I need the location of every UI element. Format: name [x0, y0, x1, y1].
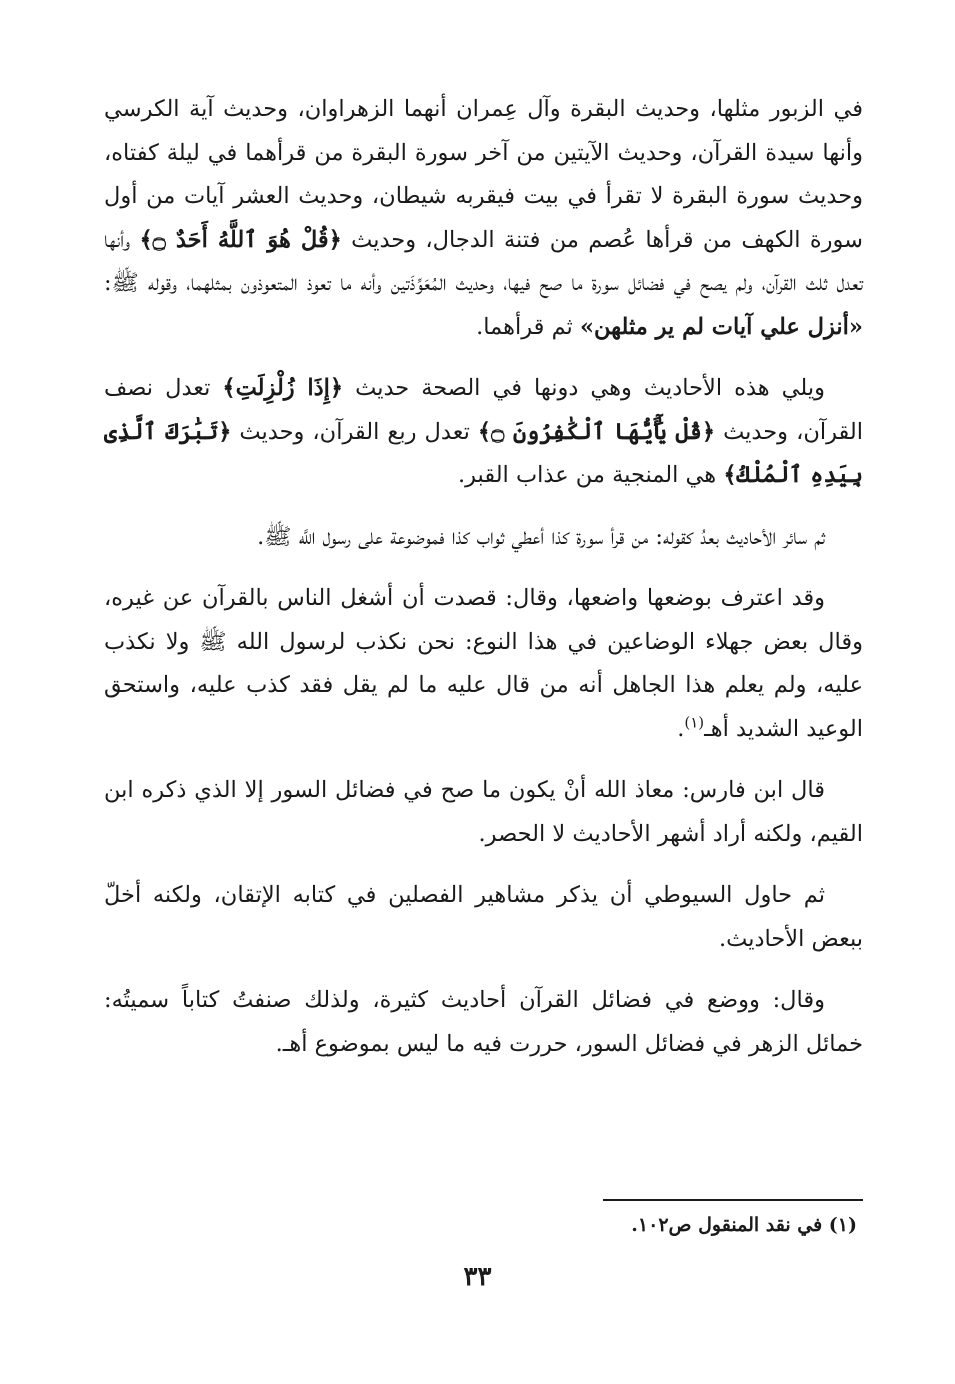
- quoted-text: «أنزل علي آيات لم ير مثلهن»: [579, 313, 863, 340]
- footnote-marker: (١): [684, 713, 705, 731]
- text-run: قال ابن فارس: معاذ الله أنْ يكون ما صح في فضائل السور إلا الذي ذكره ابن القيم، ولكنه أراد أشهر الأحاديث لا الحصر.: [104, 777, 863, 847]
- text-run: ثم قرأهما.: [476, 313, 580, 340]
- text-run: تعدل ربع القرآن، وحديث: [231, 418, 478, 445]
- text-run: في الزبور مثلها، وحديث البقرة وآل عِمران أنهما الزهراوان، وحديث آية الكرسي وأنها سيدة القرآن، وحديث الآيتين من آخر سورة البقرة من قرأهما في ليلة كفتاه، وحديث سورة البقرة لا تقرأ في بيت فيقربه شيطان، وحديث العشر آيات من أول سورة الكهف من قرأها عُصم من فتنة الدجال، وحديث: [104, 96, 863, 253]
- page-number: ٣٣: [463, 1262, 492, 1292]
- paragraph: [104, 516, 863, 560]
- text-run: وقد اعترف بوضعها واضعها، وقال: قصدت أن أشغل الناس بالقرآن عن غيره، وقال بعض جهلاء الوضاعين في هذا النوع: نحن نكذب لرسول الله ﷺ ولا نكذب عليه، ولم يعلم هذا الجاهل أنه من قال عليه ما لم يقل فقد كذب عليه، واستحق الوعيد الشديد أهـ: [104, 585, 863, 742]
- paragraph: [104, 88, 863, 349]
- quoted-text: ﴿تَبَٰرَكَ ٱلَّذِى بِيَدِهِ ٱلْمُلْكُ﴾: [104, 418, 863, 488]
- text-run: هي المنجية من عذاب القبر.: [457, 462, 724, 488]
- quoted-text: ﴿إِذَا زُلْزِلَتِ﴾: [222, 375, 344, 401]
- paragraph: [104, 367, 863, 498]
- text-run: وأنها تعدل ثلث القرآن، ولم يصح في فضائل سورة ما صح فيها، وحديث المُعَوِّذَتين وأنه ما تعوذ المتعوذون بمثلهما، وقوله ﷺ:: [104, 226, 863, 296]
- quoted-text: ﴿قُلْ يَٰٓأَيُّهَا ٱلْكَٰفِرُونَ ۝﴾: [477, 418, 716, 445]
- page-body: [104, 88, 863, 1084]
- text-run: .: [677, 715, 685, 742]
- paragraph: [104, 979, 863, 1066]
- text-run: ثم سائر الأحاديث بعدُ كقوله: من قرأ سورة كذا أعطي ثواب كذا فموضوعة على رسول اللَّه ﷺ.: [257, 523, 825, 550]
- text-run: وقال: ووضع في فضائل القرآن أحاديث كثيرة، ولذلك صنفتُ كتاباً سميتُه: خمائل الزهر في فضائل السور، حررت فيه ما ليس بموضوع أهـ.: [104, 987, 863, 1057]
- text-run: تعدل نصف القرآن، وحديث: [104, 375, 864, 445]
- quoted-text: ﴿قُلْ هُوَ ٱللَّهُ أَحَدٌ ۝﴾: [139, 226, 342, 253]
- text-run: ويلي هذه الأحاديث وهي دونها في الصحة حديث: [343, 375, 825, 401]
- paragraph: [104, 769, 863, 856]
- text-run: ثم حاول السيوطي أن يذكر مشاهير الفصلين في كتابه الإتقان، ولكنه أخلّ ببعض الأحاديث.: [104, 882, 863, 952]
- footnote: (١) في نقد المنقول ص١٠٢.: [631, 1214, 857, 1236]
- paragraph: [104, 874, 863, 961]
- paragraph: [104, 577, 863, 751]
- footnote-divider: [603, 1199, 863, 1201]
